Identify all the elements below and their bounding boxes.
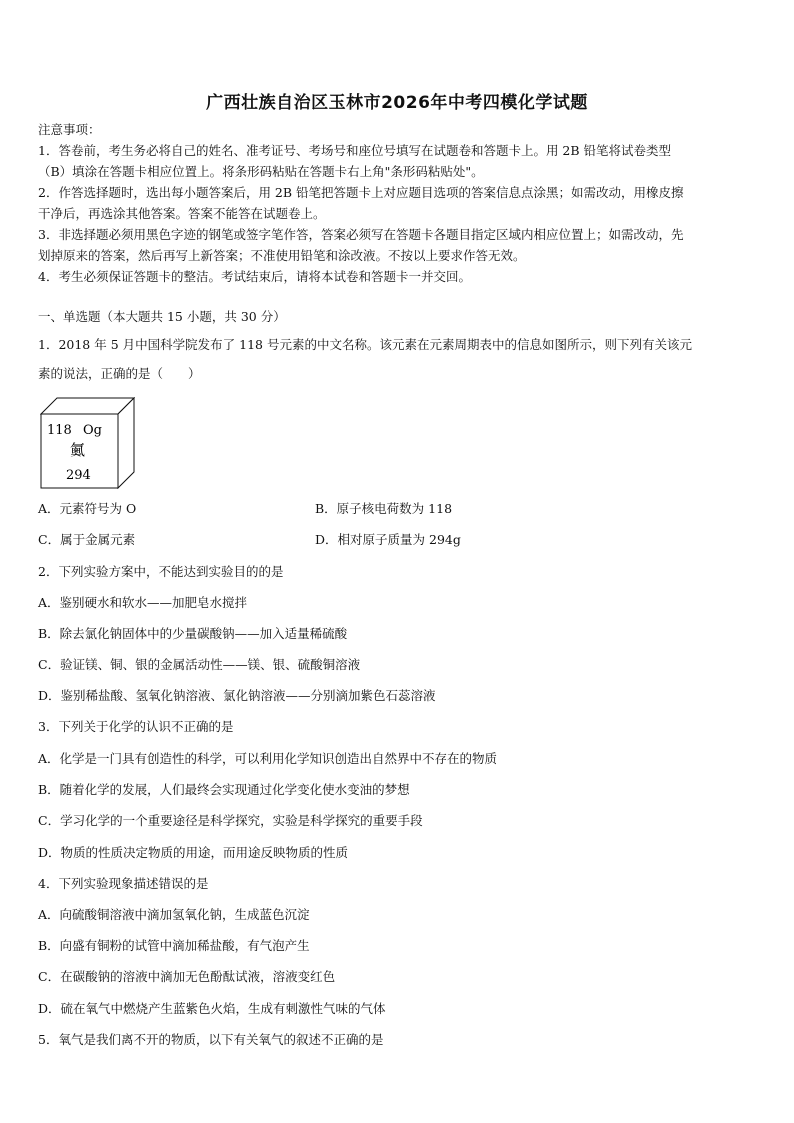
notes-item: 划掉原来的答案，然后再写上新答案；不准使用铅笔和涂改液。不按以上要求作答无效。 [38, 248, 526, 263]
option-d: D．硫在氧气中燃烧产生蓝紫色火焰，生成有刺激性气味的气体 [38, 1001, 386, 1016]
notes-item: 4．考生必须保证答题卡的整洁。考试结束后，请将本试卷和答题卡一并交回。 [38, 269, 471, 284]
notes-item: 2．作答选择题时，选出每小题答案后，用 2B 铅笔把答题卡上对应题目选项的答案信息点涂黑；如需改动，用橡皮擦 [38, 185, 684, 200]
option-a: A．鉴别硬水和软水——加肥皂水搅拌 [38, 595, 248, 610]
option-b: B．除去氯化钠固体中的少量碳酸钠——加入适量稀硫酸 [38, 626, 348, 641]
option-c: C．验证镁、铜、银的金属活动性——镁、银、硫酸铜溶液 [38, 657, 361, 672]
option-d: D．物质的性质决定物质的用途，而用途反映物质的性质 [38, 845, 349, 860]
question-stem-continued: 素的说法，正确的是（ ） [38, 366, 201, 381]
option-c: C．学习化学的一个重要途径是科学探究，实验是科学探究的重要手段 [38, 813, 423, 828]
option-a: A．化学是一门具有创造性的科学，可以利用化学知识创造出自然界中不存在的物质 [38, 751, 498, 766]
element-mass: 294 [66, 468, 91, 483]
question-stem: 1．2018 年 5 月中国科学院发布了 118 号元素的中文名称。该元素在元素周期表中的信息如图所示，则下列有关该元 [38, 337, 692, 352]
element-symbol: Og [83, 423, 102, 438]
element-number: 118 [47, 423, 72, 438]
question-stem: 3．下列关于化学的认识不正确的是 [38, 719, 234, 734]
element-card-figure [40, 397, 135, 489]
option-c: C．属于金属元素 [38, 532, 136, 547]
notes-item: （B）填涂在答题卡相应位置上。将条形码粘贴在答题卡右上角"条形码粘贴处"。 [38, 164, 484, 179]
question-stem: 5．氧气是我们离不开的物质，以下有关氧气的叙述不正确的是 [38, 1032, 384, 1047]
element-name: 鿫 [70, 441, 86, 459]
option-a: A．元素符号为 O [38, 501, 137, 516]
notes-item: 干净后，再选涂其他答案。答案不能答在试题卷上。 [38, 206, 326, 221]
notes-item: 3．非选择题必须用黑色字迹的钢笔或签字笔作答，答案必须写在答题卡各题目指定区域内相应位置上；如需改动，先 [38, 227, 684, 242]
page-title: 广西壮族自治区玉林市2026年中考四模化学试题 [206, 93, 588, 113]
option-b: B．随着化学的发展，人们最终会实现通过化学变化使水变油的梦想 [38, 782, 410, 797]
notes-heading: 注意事项： [38, 122, 101, 137]
question-stem: 4．下列实验现象描述错误的是 [38, 876, 209, 891]
question-stem: 2．下列实验方案中，不能达到实验目的的是 [38, 564, 284, 579]
section-heading: 一、单选题（本大题共 15 小题，共 30 分） [38, 309, 286, 324]
option-b: B．原子核电荷数为 118 [315, 501, 453, 516]
option-b: B．向盛有铜粉的试管中滴加稀盐酸，有气泡产生 [38, 938, 310, 953]
option-c: C．在碳酸钠的溶液中滴加无色酚酞试液，溶液变红色 [38, 969, 336, 984]
notes-item: 1．答卷前，考生务必将自己的姓名、准考证号、考场号和座位号填写在试题卷和答题卡上。用 2B 铅笔将试卷类型 [38, 143, 672, 158]
option-d: D．鉴别稀盐酸、氢氧化钠溶液、氯化钠溶液——分别滴加紫色石蕊溶液 [38, 688, 436, 703]
option-d: D．相对原子质量为 294g [315, 532, 461, 547]
option-a: A．向硫酸铜溶液中滴加氢氧化钠，生成蓝色沉淀 [38, 907, 310, 922]
